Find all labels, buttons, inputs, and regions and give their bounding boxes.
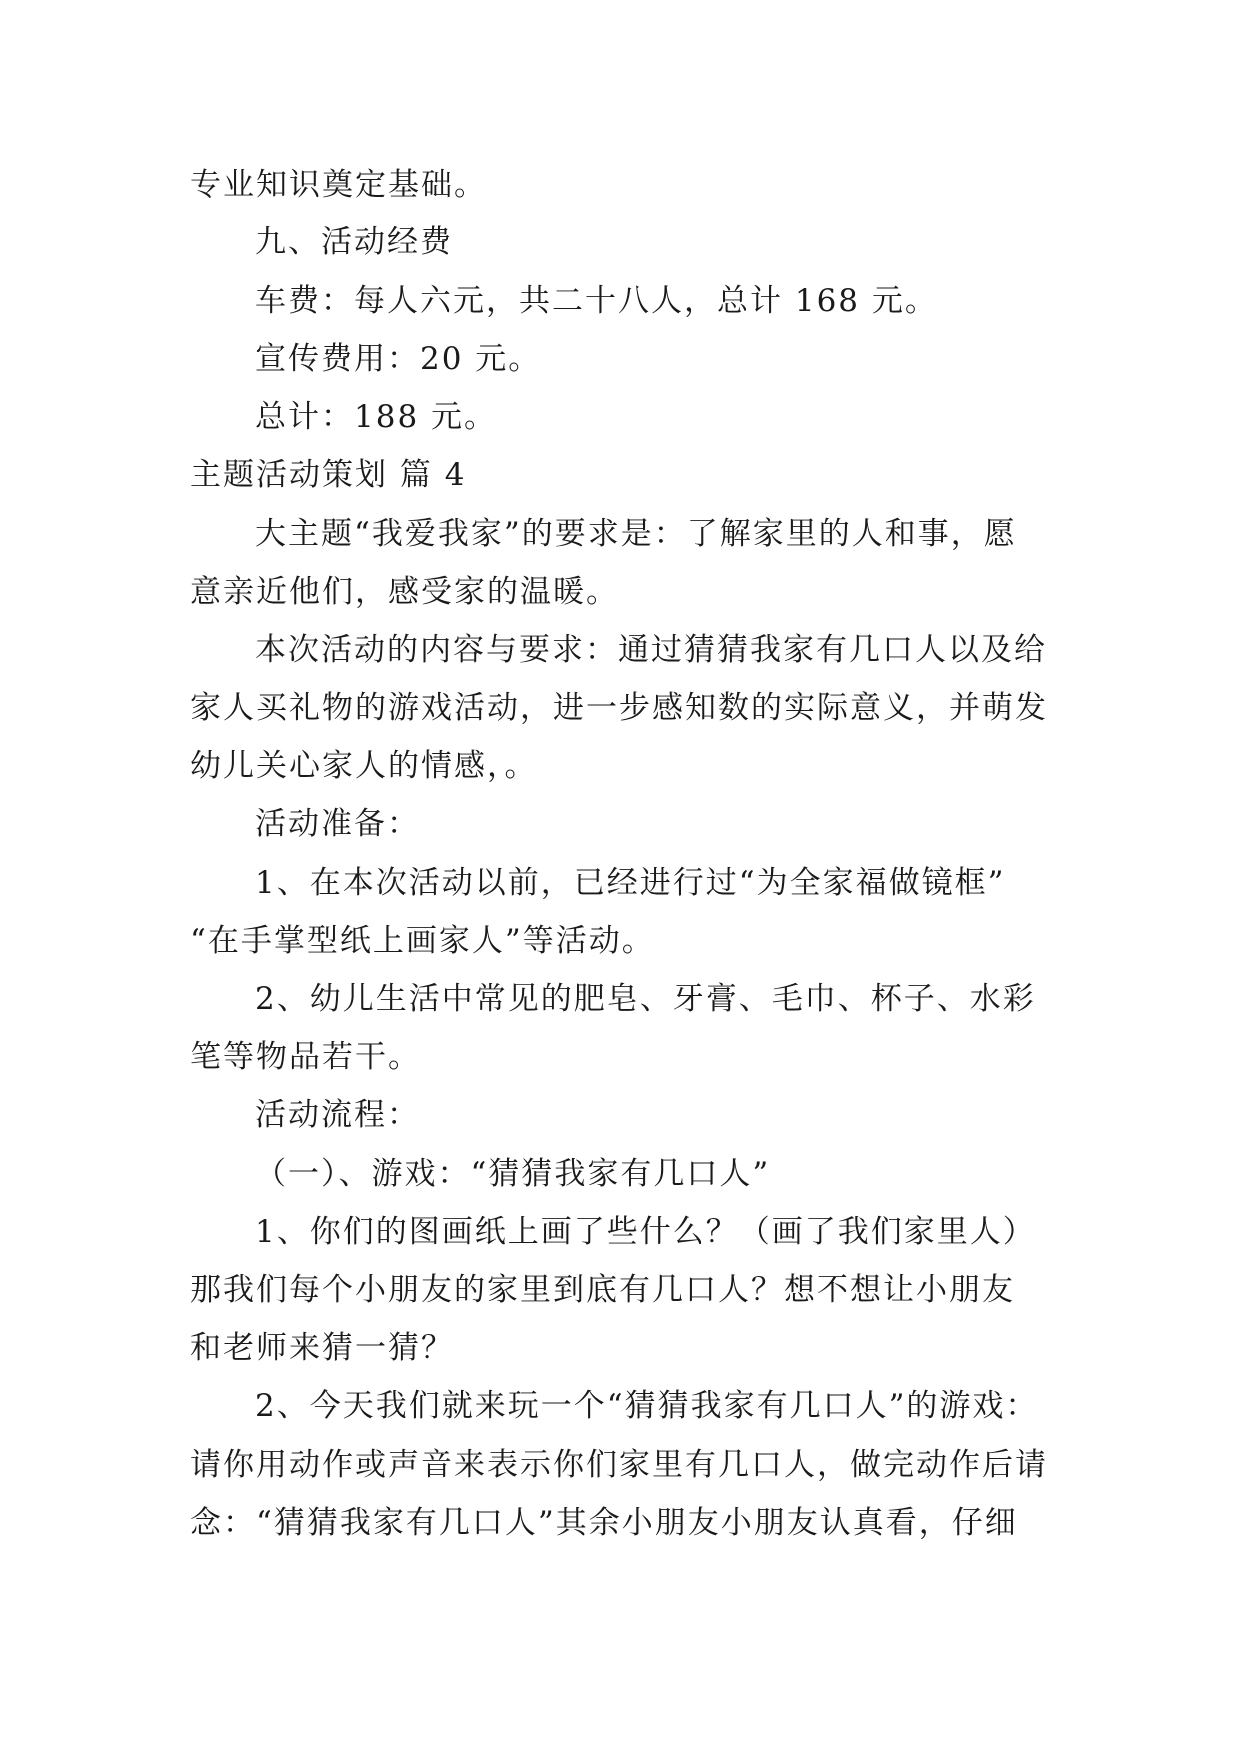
text-line: 1、你们的图画纸上画了些什么？（画了我们家里人） (255, 1214, 1036, 1250)
text-line: 专业知识奠定基础。 (190, 167, 487, 203)
text-line: 请你用动作或声音来表示你们家里有几口人，做完动作后请 (190, 1447, 1048, 1483)
text-line: 笔等物品若干。 (190, 1039, 421, 1075)
text-line: 幼儿关心家人的情感，。 (190, 748, 538, 784)
section-heading: 九、活动经费 (255, 224, 453, 260)
text-line: 车费：每人六元，共二十八人，总计 168 元。 (255, 283, 938, 319)
text-line: 那我们每个小朋友的家里到底有几口人？想不想让小朋友 (190, 1272, 1015, 1308)
section-heading: （一）、游戏：“猜猜我家有几口人” (255, 1156, 771, 1192)
text-line: 1、在本次活动以前，已经进行过“为全家福做镜框” (255, 865, 1006, 901)
section-heading: 活动流程： (255, 1097, 420, 1133)
text-line: 和老师来猜一猜？ (190, 1330, 454, 1366)
text-line: 2、今天我们就来玩一个“猜猜我家有几口人”的游戏： (255, 1388, 1039, 1424)
text-line: 意亲近他们，感受家的温暖。 (190, 574, 619, 610)
section-heading: 活动准备： (255, 806, 420, 842)
text-line: 大主题“我爱我家”的要求是：了解家里的人和事，愿 (255, 516, 1017, 552)
text-line: 总计：188 元。 (255, 399, 498, 435)
text-line: 本次活动的内容与要求：通过猜猜我家有几口人以及给 (255, 632, 1047, 668)
article-title: 主题活动策划 篇 4 (190, 457, 467, 493)
text-line: “在手掌型纸上画家人”等活动。 (190, 923, 655, 959)
text-line: 2、幼儿生活中常见的肥皂、牙膏、毛巾、杯子、水彩 (255, 981, 1036, 1017)
text-line: 宣传费用：20 元。 (255, 341, 542, 377)
text-line: 家人买礼物的游戏活动，进一步感知数的实际意义，并萌发 (190, 690, 1048, 726)
text-line: 念：“猜猜我家有几口人”其余小朋友小朋友认真看，仔细 (190, 1505, 1018, 1541)
